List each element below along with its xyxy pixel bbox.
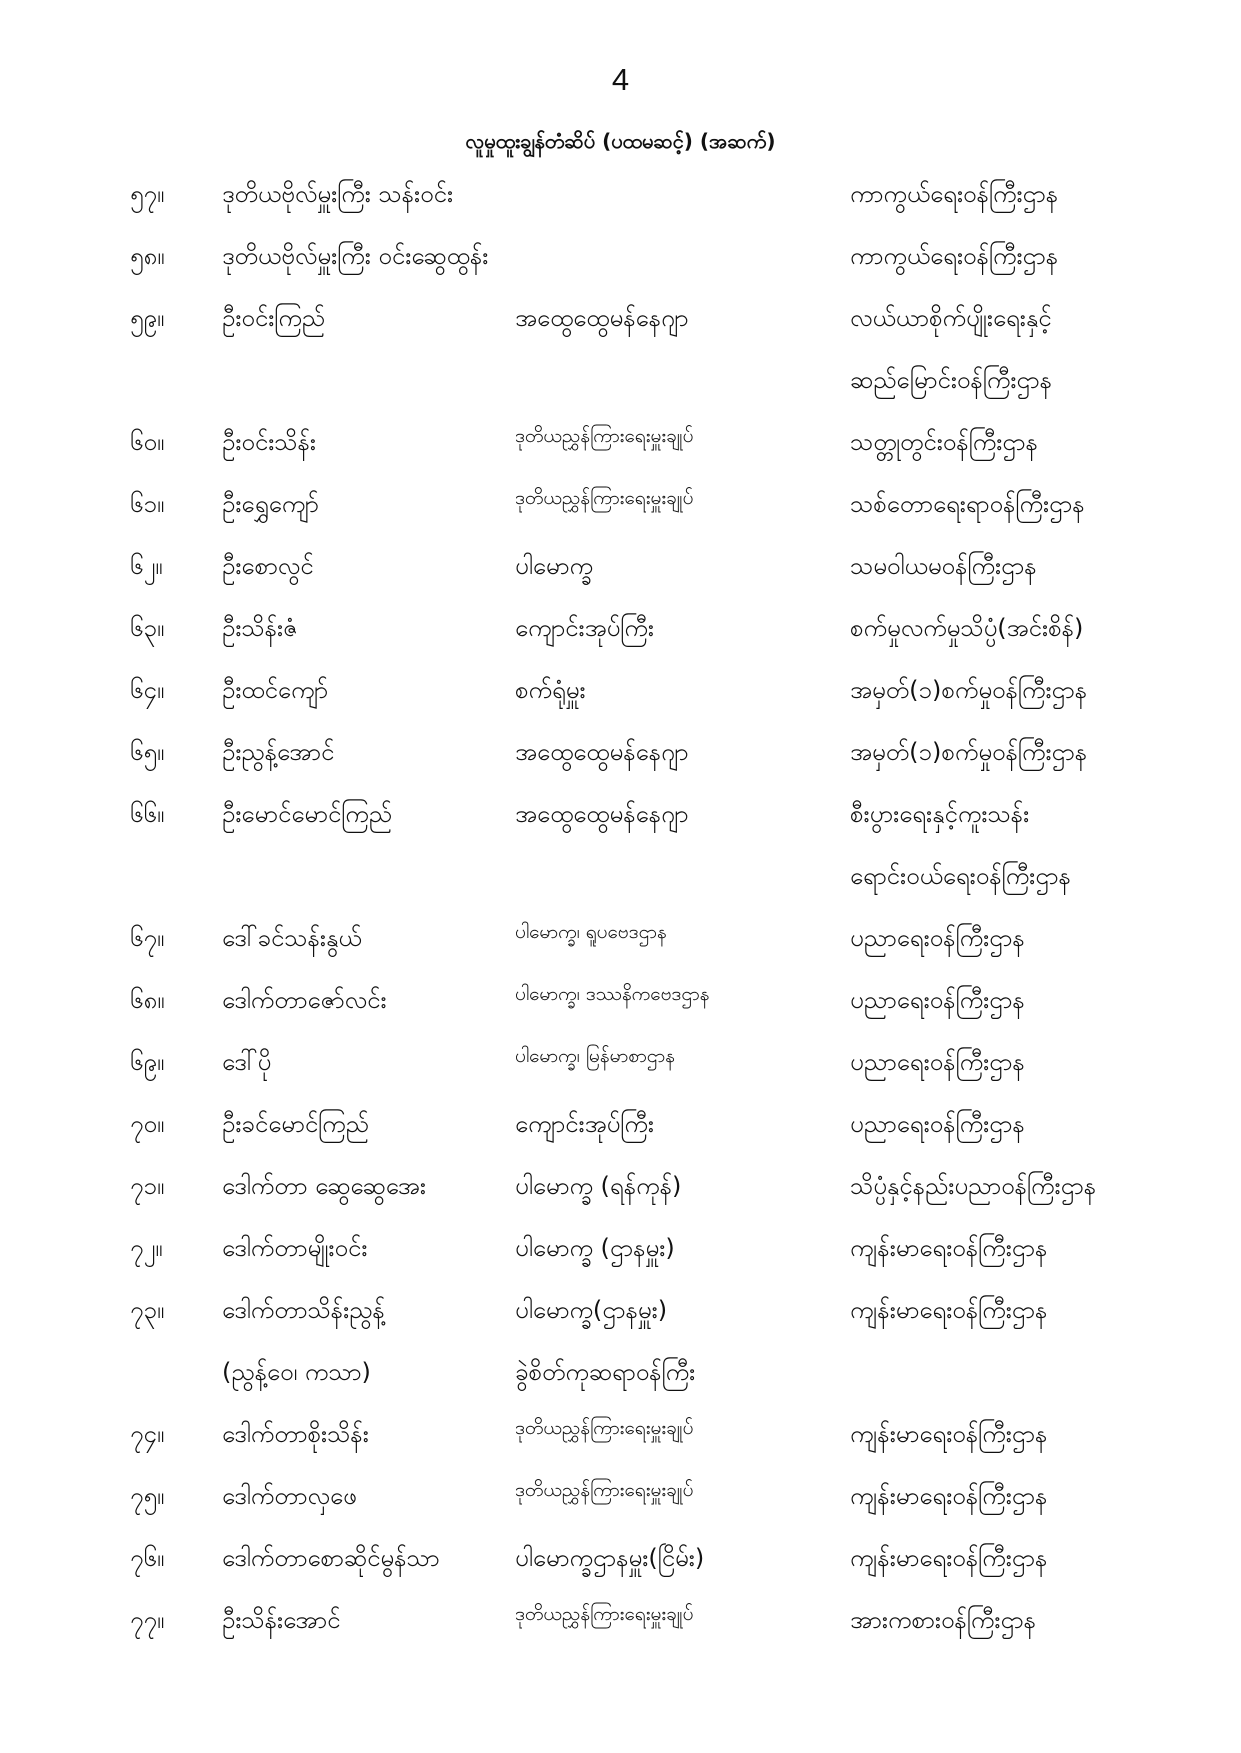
recipient-position: စက်ရုံမှူး [515, 676, 586, 704]
list-item [0, 1402, 1241, 1464]
entry-number: ၅၉။ [130, 304, 165, 332]
recipient-ministry: ရောင်းဝယ်ရေးဝန်ကြီးဌာန [850, 862, 1071, 890]
recipient-position: ခွဲစိတ်ကုဆရာဝန်ကြီး [515, 1358, 696, 1386]
recipient-position: ဒုတိယညွှန်ကြားရေးမှူးချုပ် [515, 425, 694, 447]
entry-number: ၇၄။ [130, 1420, 165, 1448]
entry-number: ၆၁။ [130, 490, 165, 518]
recipient-name: ဦးဝင်းသိန်း [222, 428, 317, 456]
recipient-position: ပါမောက္ခဌာနမှူး(ငြိမ်း) [515, 1544, 705, 1572]
recipient-position: ပါမောက္ခ (ဌာနမှူး) [515, 1234, 675, 1262]
recipient-position: ပါမောက္ခ၊ ဒဿနိကဗေဒဌာန [515, 983, 710, 1005]
recipient-name: ဦးသိန်းဇံ [222, 614, 298, 642]
recipient-position: အထွေထွေမန်နေဂျာ [515, 304, 689, 332]
entry-number: ၆၆။ [130, 800, 165, 828]
recipient-position: ကျောင်းအုပ်ကြီး [515, 1110, 654, 1138]
list-item [0, 534, 1241, 596]
award-recipient-list [0, 162, 1241, 1650]
list-item [0, 658, 1241, 720]
list-item [0, 844, 1241, 906]
recipient-ministry: ဆည်မြောင်းဝန်ကြီးဌာန [850, 366, 1053, 394]
list-item [0, 1030, 1241, 1092]
list-item [0, 472, 1241, 534]
recipient-name: ဒေါက်တာစောဆိုင်မွန်သာ [222, 1544, 440, 1572]
recipient-name: ဦးရွှေကျော် [222, 490, 319, 518]
recipient-position: ပါမောက္ခ (ရန်ကုန်) [515, 1172, 682, 1200]
recipient-name: ဦးထင်ကျော် [222, 676, 329, 704]
recipient-position: အထွေထွေမန်နေဂျာ [515, 738, 689, 766]
recipient-name: ဒေါက်တာလှဖေ [222, 1482, 357, 1510]
entry-number: ၇၆။ [130, 1544, 165, 1572]
list-item [0, 1278, 1241, 1340]
recipient-ministry: ကျန်းမာရေးဝန်ကြီးဌာန [850, 1544, 1048, 1572]
entry-number: ၆၉။ [130, 1048, 165, 1076]
recipient-ministry: သစ်တောရေးရာဝန်ကြီးဌာန [850, 490, 1085, 518]
entry-number: ၇၀။ [130, 1110, 165, 1138]
recipient-position: ဒုတိယညွှန်ကြားရေးမှူးချုပ် [515, 1417, 694, 1439]
recipient-ministry: ကာကွယ်ရေးဝန်ကြီးဌာန [850, 242, 1059, 270]
recipient-ministry: ပညာရေးဝန်ကြီးဌာန [850, 1048, 1025, 1076]
list-item [0, 348, 1241, 410]
page-number: 4 [611, 62, 630, 97]
entry-number: ၅၇။ [130, 180, 165, 208]
recipient-position: ပါမောက္ခ၊ မြန်မာစာဌာန [515, 1045, 675, 1067]
recipient-ministry: ပညာရေးဝန်ကြီးဌာန [850, 1110, 1025, 1138]
recipient-ministry: ကျန်းမာရေးဝန်ကြီးဌာန [850, 1296, 1048, 1324]
list-item [0, 968, 1241, 1030]
list-item [0, 162, 1241, 224]
entry-number: ၆၀။ [130, 428, 165, 456]
recipient-position: ကျောင်းအုပ်ကြီး [515, 614, 654, 642]
entry-number: ၇၅။ [130, 1482, 165, 1510]
recipient-name: ဦးညွန့်အောင် [222, 738, 335, 766]
entry-number: ၇၇။ [130, 1606, 165, 1634]
recipient-name: ဒေါ်ခင်သန်းနွယ် [222, 924, 362, 952]
recipient-position: ပါမောက္ခ [515, 552, 593, 580]
recipient-name: ဦးသိန်းအောင် [222, 1606, 341, 1634]
list-item [0, 1216, 1241, 1278]
recipient-ministry: ကျန်းမာရေးဝန်ကြီးဌာန [850, 1420, 1048, 1448]
list-item [0, 286, 1241, 348]
recipient-name: ဦးစောလွင် [222, 552, 314, 580]
recipient-position: ပါမောက္ခ၊ ရူပဗေဒဌာန [515, 921, 667, 943]
recipient-name: ဒေါက်တာမျိုးဝင်း [222, 1234, 368, 1262]
recipient-name: ဦးဝင်းကြည် [222, 304, 326, 332]
entry-number: ၇၃။ [130, 1296, 165, 1324]
recipient-name: ဦးခင်မောင်ကြည် [222, 1110, 369, 1138]
entry-number: ၆၄။ [130, 676, 165, 704]
recipient-name: ဒေါက်တာစိုးသိန်း [222, 1420, 369, 1448]
recipient-ministry: သတ္တုတွင်းဝန်ကြီးဌာန [850, 428, 1038, 456]
list-item [0, 410, 1241, 472]
recipient-ministry: ကျန်းမာရေးဝန်ကြီးဌာန [850, 1234, 1048, 1262]
recipient-ministry: ပညာရေးဝန်ကြီးဌာန [850, 924, 1025, 952]
recipient-ministry: ကျန်းမာရေးဝန်ကြီးဌာန [850, 1482, 1048, 1510]
list-item [0, 1464, 1241, 1526]
recipient-ministry: လယ်ယာစိုက်ပျိုးရေးနှင့် [850, 304, 1052, 332]
recipient-name: (ညွန့်ဝေ၊ ကသာ) [222, 1358, 371, 1386]
list-item [0, 596, 1241, 658]
recipient-ministry: အားကစားဝန်ကြီးဌာန [850, 1606, 1037, 1634]
entry-number: ၆၇။ [130, 924, 165, 952]
recipient-ministry: သမဝါယမဝန်ကြီးဌာန [850, 552, 1037, 580]
recipient-position: ဒုတိယညွှန်ကြားရေးမှူးချုပ် [515, 487, 694, 509]
recipient-ministry: စက်မှုလက်မှုသိပ္ပံ(အင်းစိန်) [850, 614, 1084, 642]
recipient-name: ဒုတိယဗိုလ်မှူးကြီး သန်းဝင်း [222, 180, 454, 208]
recipient-position: ဒုတိယညွှန်ကြားရေးမှူးချုပ် [515, 1479, 694, 1501]
recipient-position: အထွေထွေမန်နေဂျာ [515, 800, 689, 828]
list-item [0, 1340, 1241, 1402]
recipient-ministry: သိပ္ပံနှင့်နည်းပညာဝန်ကြီးဌာန [850, 1172, 1097, 1200]
list-item [0, 906, 1241, 968]
list-item [0, 1526, 1241, 1588]
recipient-ministry: ပညာရေးဝန်ကြီးဌာန [850, 986, 1025, 1014]
recipient-ministry: စီးပွားရေးနှင့်ကူးသန်း [850, 800, 1030, 828]
list-item [0, 1588, 1241, 1650]
recipient-ministry: အမှတ်(၁)စက်မှုဝန်ကြီးဌာန [850, 738, 1088, 766]
page-title: လူမှုထူးချွန်တံဆိပ် (ပထမဆင့်) (အဆက်) [465, 129, 776, 153]
list-item [0, 720, 1241, 782]
recipient-ministry: ကာကွယ်ရေးဝန်ကြီးဌာန [850, 180, 1059, 208]
list-item [0, 1154, 1241, 1216]
recipient-name: ဒေါ်ပို [222, 1048, 272, 1076]
recipient-name: ဒေါက်တာ ဆွေဆွေအေး [222, 1172, 426, 1200]
entry-number: ၆၈။ [130, 986, 165, 1014]
list-item [0, 1092, 1241, 1154]
list-item [0, 224, 1241, 286]
list-item [0, 782, 1241, 844]
entry-number: ၆၂။ [130, 552, 163, 580]
recipient-position: ပါမောက္ခ(ဌာနမှူး) [515, 1296, 668, 1324]
entry-number: ၇၁။ [130, 1172, 165, 1200]
entry-number: ၆၅။ [130, 738, 165, 766]
recipient-name: ဒုတိယဗိုလ်မှူးကြီး ဝင်းဆွေထွန်း [222, 242, 489, 270]
entry-number: ၅၈။ [130, 242, 165, 270]
recipient-name: ဦးမောင်မောင်ကြည် [222, 800, 392, 828]
recipient-position: ဒုတိယညွှန်ကြားရေးမှူးချုပ် [515, 1603, 694, 1625]
entry-number: ၇၂။ [130, 1234, 163, 1262]
recipient-name: ဒေါက်တာသိန်းညွန့် [222, 1296, 385, 1324]
recipient-ministry: အမှတ်(၁)စက်မှုဝန်ကြီးဌာန [850, 676, 1088, 704]
entry-number: ၆၃။ [130, 614, 165, 642]
recipient-name: ဒေါက်တာဇော်လင်း [222, 986, 387, 1014]
